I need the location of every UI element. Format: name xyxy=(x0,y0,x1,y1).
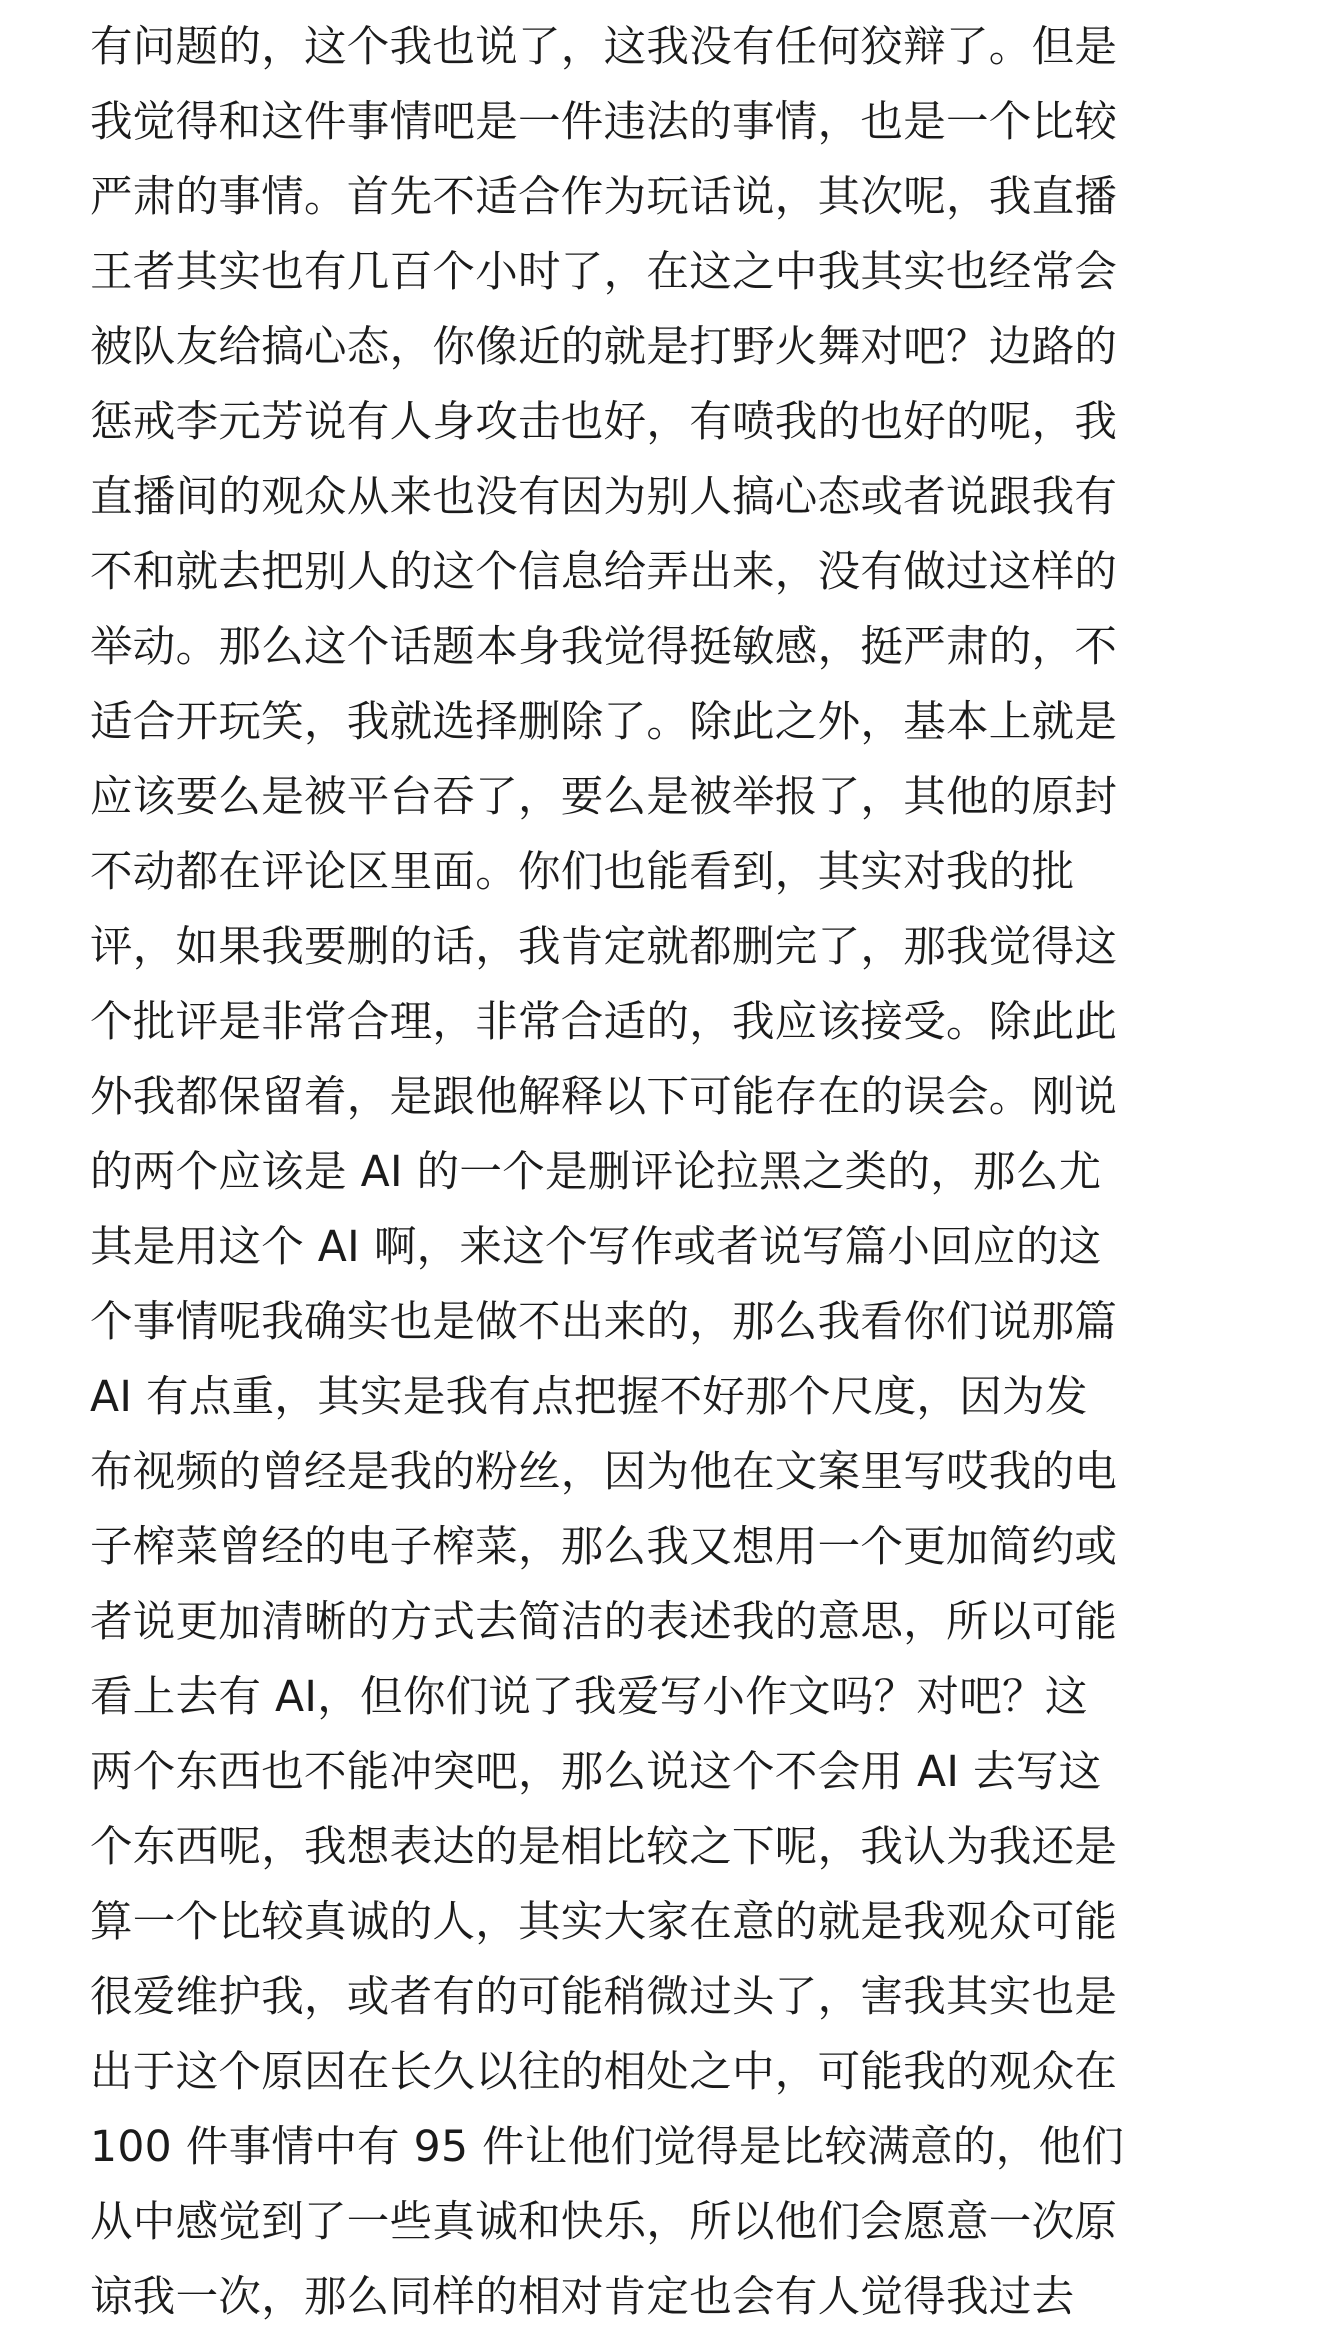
text-line: 不和就去把别人的这个信息给弄出来，没有做过这样的 xyxy=(90,548,1118,597)
text-line: 谅我一次，那么同样的相对肯定也会有人觉得我过去 xyxy=(90,2273,1075,2322)
text-line: 两个东西也不能冲突吧，那么说这个不会用 AI 去写这 xyxy=(90,1748,1102,1797)
text-line: 被队友给搞心态，你像近的就是打野火舞对吧？边路的 xyxy=(90,323,1118,372)
text-line: 个事情呢我确实也是做不出来的，那么我看你们说那篇 xyxy=(90,1298,1118,1347)
text-line: 惩戒李元芳说有人身攻击也好，有喷我的也好的呢，我 xyxy=(90,398,1118,447)
body-text xyxy=(90,10,1240,2335)
text-line: 者说更加清晰的方式去简洁的表述我的意思，所以可能 xyxy=(90,1598,1118,1647)
text-line: 应该要么是被平台吞了，要么是被举报了，其他的原封 xyxy=(90,773,1118,822)
text-line: AI 有点重，其实是我有点把握不好那个尺度，因为发 xyxy=(90,1373,1088,1422)
text-line: 子榨菜曾经的电子榨菜，那么我又想用一个更加简约或 xyxy=(90,1523,1118,1572)
text-line: 出于这个原因在长久以往的相处之中，可能我的观众在 xyxy=(90,2048,1118,2097)
text-line: 看上去有 AI，但你们说了我爱写小作文吗？对吧？这 xyxy=(90,1673,1088,1722)
text-line: 举动。那么这个话题本身我觉得挺敏感，挺严肃的，不 xyxy=(90,623,1118,672)
text-line: 100 件事情中有 95 件让他们觉得是比较满意的，他们 xyxy=(90,2123,1125,2172)
text-line: 其是用这个 AI 啊，来这个写作或者说写篇小回应的这 xyxy=(90,1223,1102,1272)
text-line: 外我都保留着，是跟他解释以下可能存在的误会。刚说 xyxy=(90,1073,1118,1122)
text-line: 从中感觉到了一些真诚和快乐，所以他们会愿意一次原 xyxy=(90,2198,1118,2247)
text-line: 算一个比较真诚的人，其实大家在意的就是我观众可能 xyxy=(90,1898,1118,1947)
text-line: 布视频的曾经是我的粉丝，因为他在文案里写哎我的电 xyxy=(90,1448,1118,1497)
text-line: 直播间的观众从来也没有因为别人搞心态或者说跟我有 xyxy=(90,473,1118,522)
text-line: 评，如果我要删的话，我肯定就都删完了，那我觉得这 xyxy=(90,923,1118,972)
text-line: 我觉得和这件事情吧是一件违法的事情，也是一个比较 xyxy=(90,98,1118,147)
text-line: 有问题的，这个我也说了，这我没有任何狡辩了。但是 xyxy=(90,23,1118,72)
text-line: 的两个应该是 AI 的一个是删评论拉黑之类的，那么尤 xyxy=(90,1148,1102,1197)
text-line: 不动都在评论区里面。你们也能看到，其实对我的批 xyxy=(90,848,1075,897)
text-line: 个东西呢，我想表达的是相比较之下呢，我认为我还是 xyxy=(90,1823,1118,1872)
text-line: 严肃的事情。首先不适合作为玩话说，其次呢，我直播 xyxy=(90,173,1118,222)
text-line: 个批评是非常合理，非常合适的，我应该接受。除此此 xyxy=(90,998,1118,1047)
text-line: 很爱维护我，或者有的可能稍微过头了，害我其实也是 xyxy=(90,1973,1118,2022)
text-line: 王者其实也有几百个小时了，在这之中我其实也经常会 xyxy=(90,248,1118,297)
text-line: 适合开玩笑，我就选择删除了。除此之外，基本上就是 xyxy=(90,698,1118,747)
